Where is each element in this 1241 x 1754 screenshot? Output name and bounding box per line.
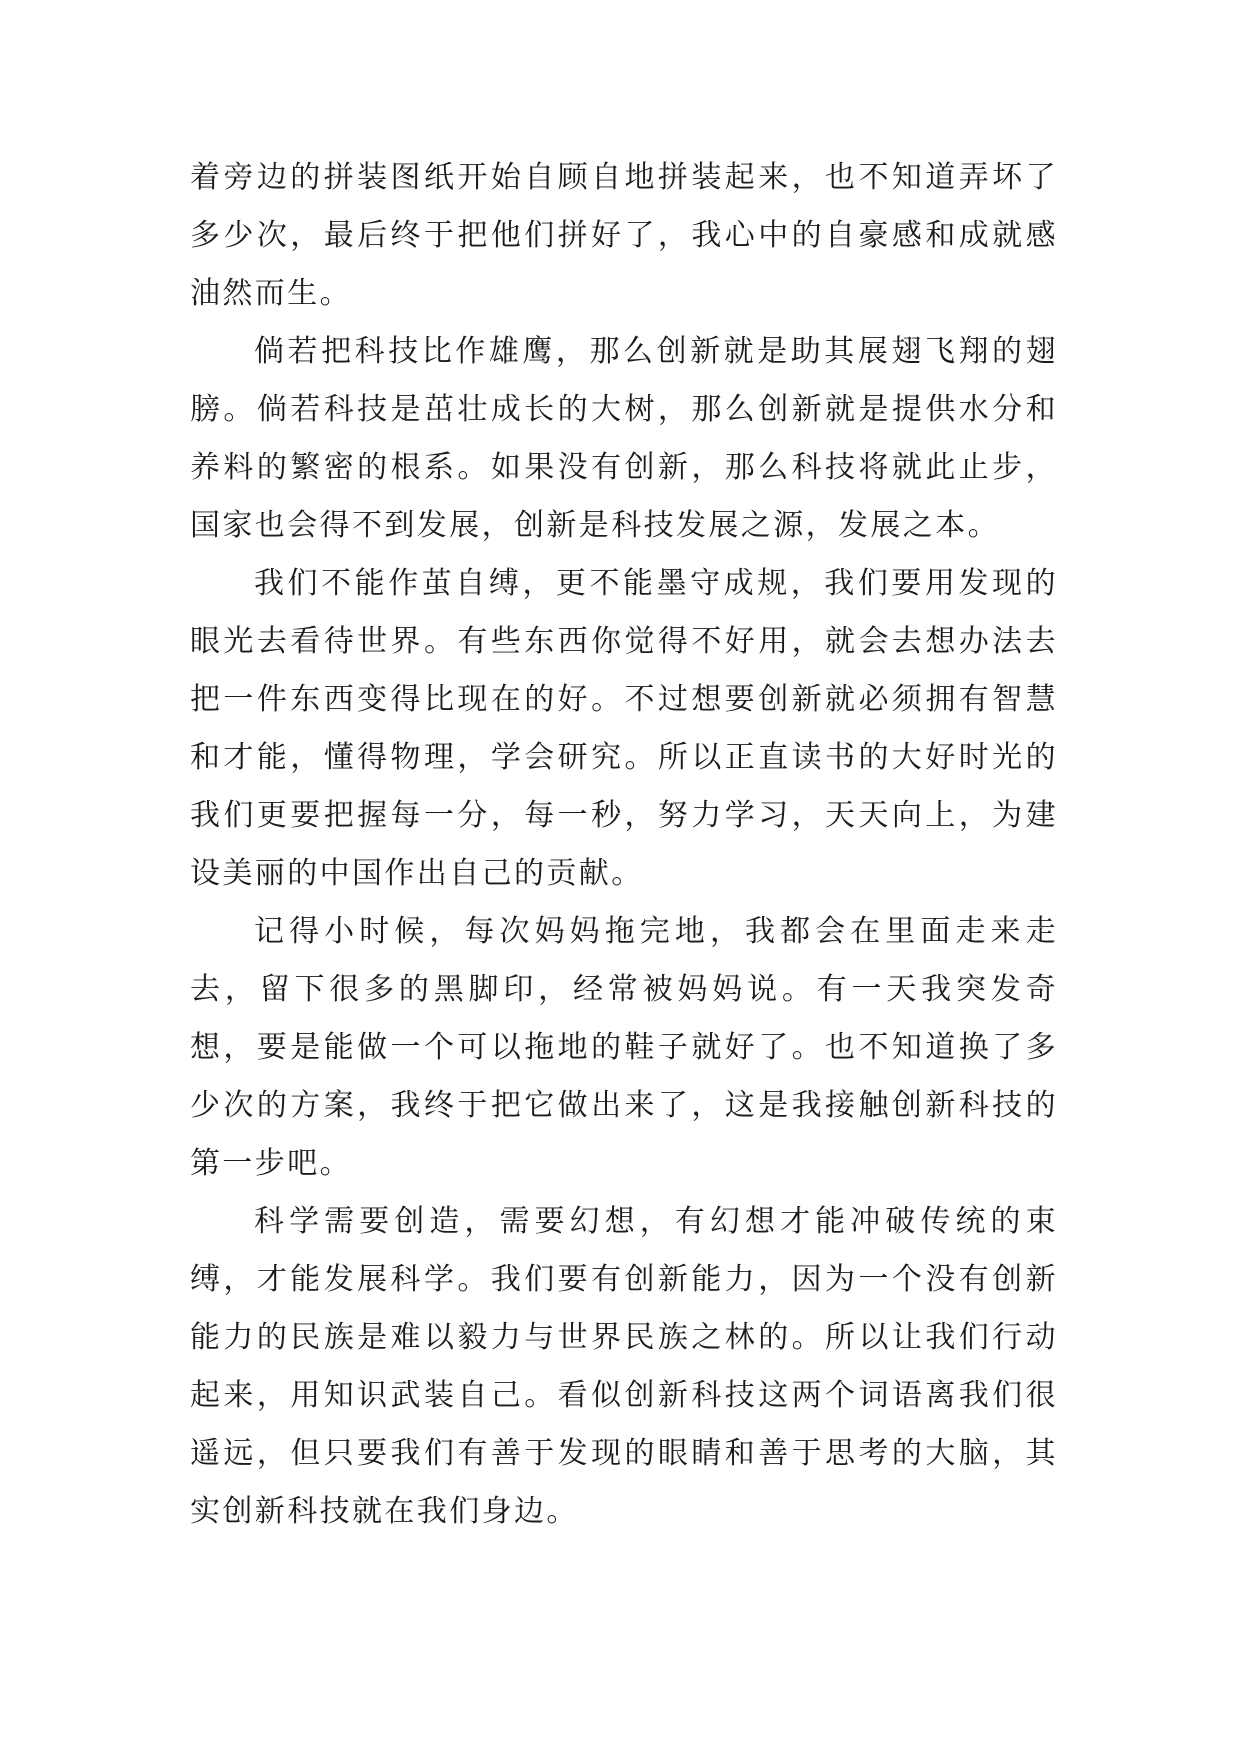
paragraph-4: 记得小时候，每次妈妈拖完地，我都会在里面走来走去，留下很多的黑脚印，经常被妈妈说。有一天我突发奇想，要是能做一个可以拖地的鞋子就好了。也不知道换了多少次的方案，我终于把它做出来了，这是我接触创新科技的第一步吧。: [190, 914, 1058, 1181]
paragraph-3: 我们不能作茧自缚，更不能墨守成规，我们要用发现的眼光去看待世界。有些东西你觉得不好用，就会去想办法去把一件东西变得比现在的好。不过想要创新就必须拥有智慧和才能，懂得物理，学会研究。所以正直读书的大好时光的我们更要把握每一分，每一秒，努力学习，天天向上，为建设美丽的中国作出自己的贡献。: [190, 566, 1058, 891]
paragraph-5: 科学需要创造，需要幻想，有幻想才能冲破传统的束缚，才能发展科学。我们要有创新能力，因为一个没有创新能力的民族是难以毅力与世界民族之林的。所以让我们行动起来，用知识武装自己。看似创新科技这两个词语离我们很遥远，但只要我们有善于发现的眼睛和善于思考的大脑，其实创新科技就在我们身边。: [190, 1204, 1058, 1529]
paragraph-1: 着旁边的拼装图纸开始自顾自地拼装起来，也不知道弄坏了多少次，最后终于把他们拼好了，我心中的自豪感和成就感油然而生。: [190, 160, 1058, 311]
document-body: [190, 149, 1058, 1541]
paragraph-2: 倘若把科技比作雄鹰，那么创新就是助其展翅飞翔的翅膀。倘若科技是茁壮成长的大树，那么创新就是提供水分和养料的繁密的根系。如果没有创新，那么科技将就此止步，国家也会得不到发展，创新是科技发展之源，发展之本。: [190, 334, 1058, 543]
